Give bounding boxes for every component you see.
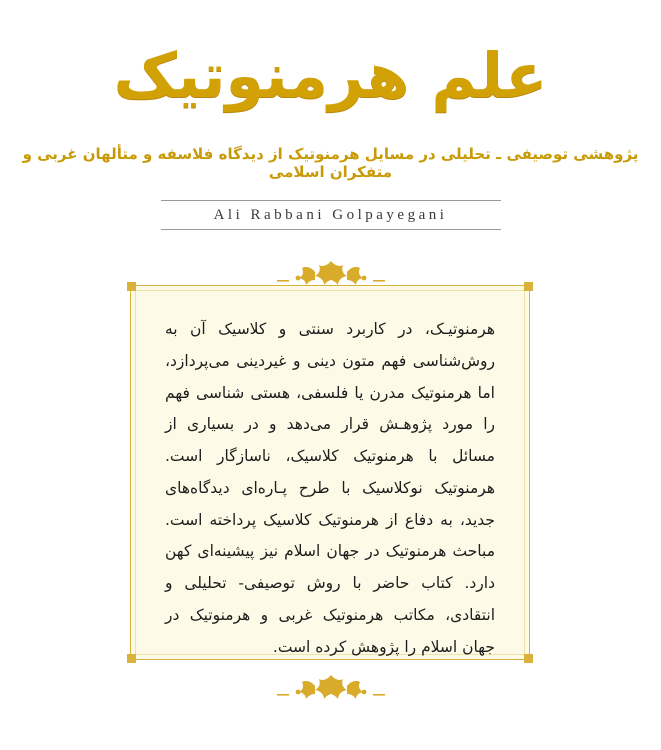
author-block	[0, 200, 661, 230]
frame-corner-top-right	[524, 282, 533, 291]
author-name: Ali Rabbani Golpayegani	[213, 207, 448, 223]
ornament-floral-icon-top	[0, 258, 661, 285]
frame-corner-bottom-right	[524, 654, 533, 663]
page-title: علم هرمنوتیک	[113, 39, 548, 112]
frame-corner-bottom-left	[127, 654, 136, 663]
author-rule-bottom	[161, 229, 501, 230]
frame-corner-top-left	[127, 282, 136, 291]
description-text: هرمنوتیـک، در کاربرد سنتی و کلاسیک آن به روش‌شناسی فهم متون دینی و غیردینی می‌پردازد، اما هرمنوتیک مدرن یا فلسفی، هستی شناسی فهم را مورد پژوهـش قرار می‌دهد و در بسیاری از مسائل با هرمنوتیک کلاسیک، ناسازگار است. هرمنوتیک نوکلاسیک با طرح پـاره‌ای دیدگاه‌های جدید، به دفاع از هرمنوتیک کلاسیک پرداخته است. مباحث هرمنوتیک در جهان اسلام نیز پیشینه‌ای کهن دارد. کتاب حاضر با روش توصیفی- تحلیلی و انتقادی، مکاتب هرمنوتیک غربی و هرمنوتیک در جهان اسلام را پژوهش کرده است.	[165, 320, 495, 656]
title-block	[0, 40, 661, 181]
page-subtitle: پژوهشی توصیفی ـ تحلیلی در مسایل هرمنوتیک از دیدگاه فلاسفه و متألهان غربی و متفکران اسلامی	[22, 145, 639, 182]
description-frame	[130, 285, 530, 660]
ornament-floral-icon-bottom	[0, 672, 661, 699]
